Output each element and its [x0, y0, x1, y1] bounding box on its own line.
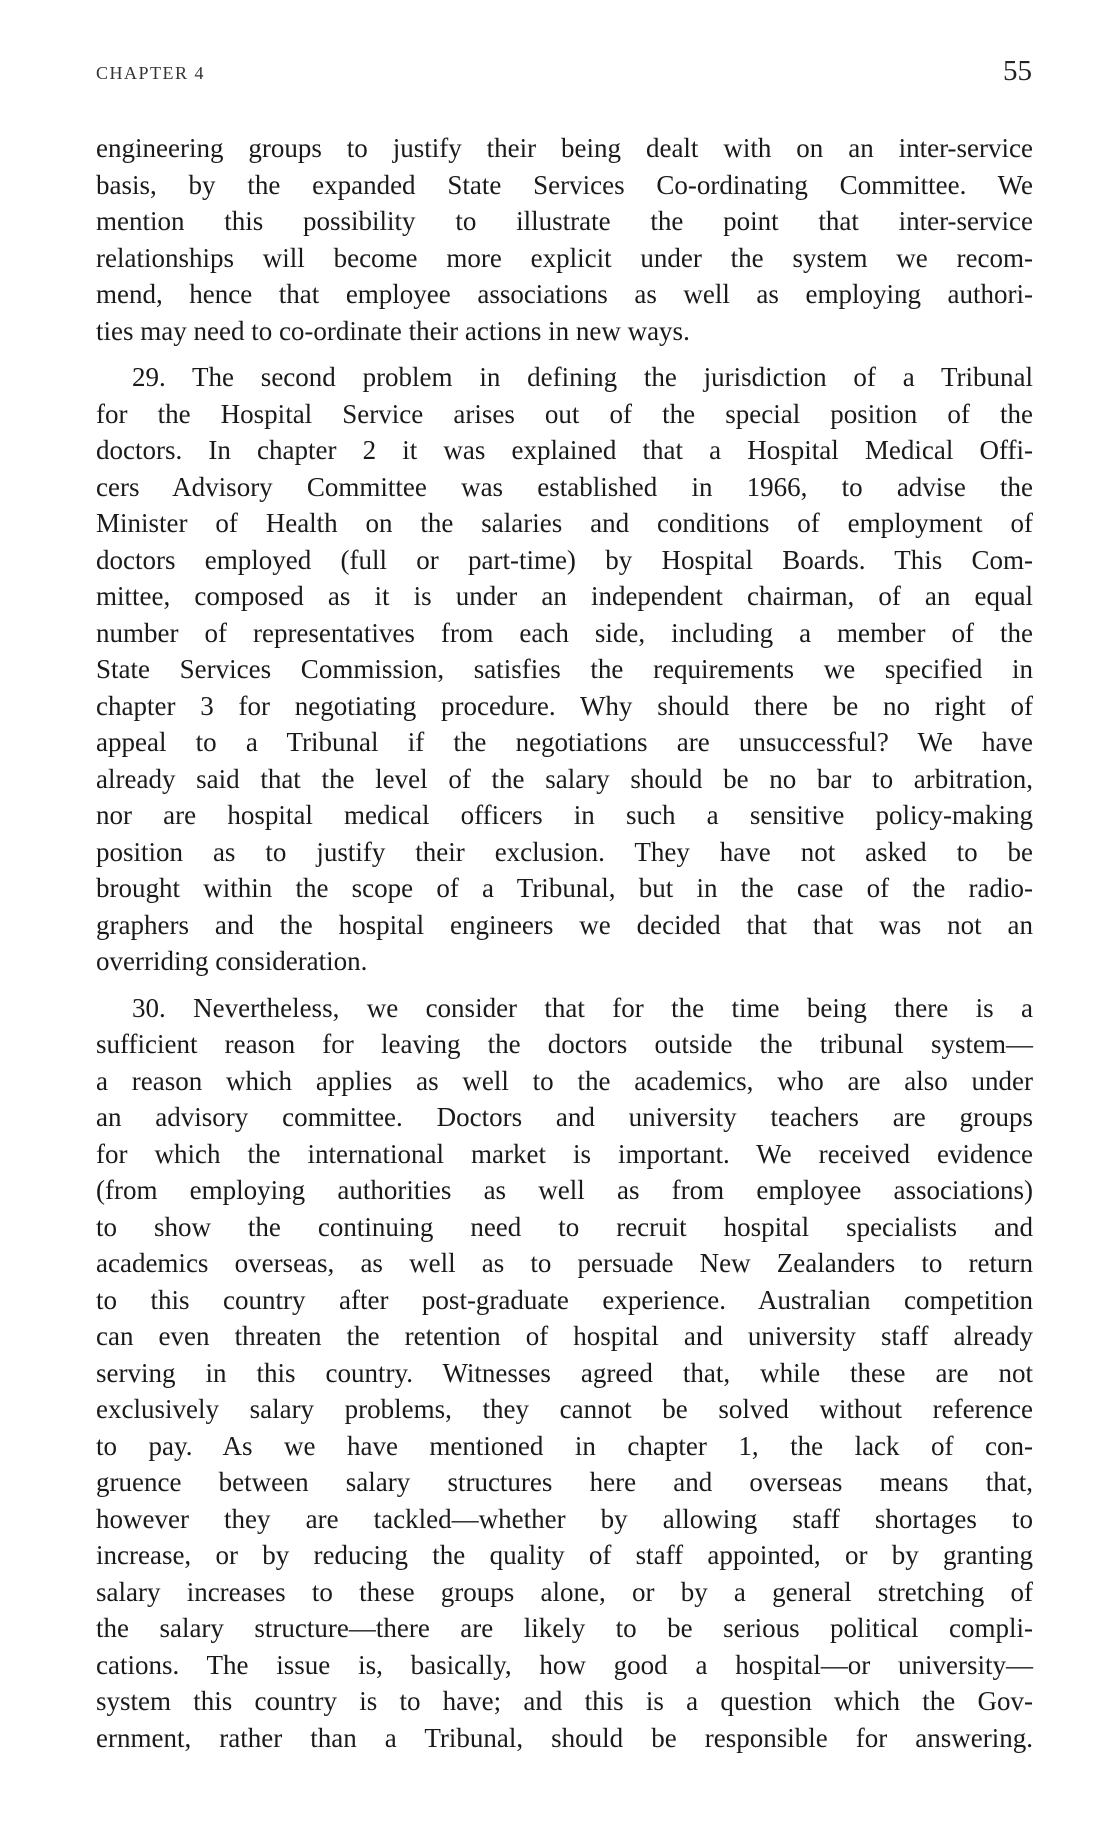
text-line: an advisory committee. Doctors and university teachers are groups — [96, 1102, 1033, 1132]
paragraph-29 — [96, 359, 1033, 980]
text-line: overriding consideration. — [96, 946, 368, 976]
text-line: relationships will become more explicit under the system we recom- — [96, 242, 1033, 273]
text-line: already said that the level of the salary should be no bar to arbitration, — [96, 763, 1033, 794]
text-line: for the Hospital Service arises out of the special position of the — [96, 398, 1033, 429]
text-line: to pay. As we have mentioned in chapter 1, the lack of con- — [96, 1430, 1033, 1461]
text-line: brought within the scope of a Tribunal, but in the case of the radio- — [96, 873, 1033, 903]
text-line: mend, hence that employee associations as well as employing authori- — [96, 279, 1033, 309]
text-line: 29. The second problem in defining the jurisdiction of a Tribunal — [132, 362, 1033, 392]
text-line: to this country after post-graduate experience. Australian competition — [96, 1284, 1033, 1315]
text-line: Minister of Health on the salaries and conditions of employment of — [96, 508, 1033, 538]
text-line: engineering groups to justify their being dealt with on an inter-service — [96, 133, 1033, 163]
text-line: State Services Commission, satisfies the requirements we specified in — [96, 654, 1033, 684]
text-line: to show the continuing need to recruit hospital specialists and — [96, 1211, 1033, 1242]
text-line: basis, by the expanded State Services Co-ordinating Committee. We — [96, 169, 1033, 200]
text-line: cers Advisory Committee was established in 1966, to advise the — [96, 471, 1033, 502]
text-line: chapter 3 for negotiating procedure. Why should there be no right of — [96, 690, 1033, 721]
text-line: number of representatives from each side, including a member of the — [96, 617, 1033, 648]
page-number: 55 — [1003, 55, 1032, 87]
text-line: can even threaten the retention of hospital and university staff already — [96, 1321, 1033, 1351]
text-line: position as to justify their exclusion. They have not asked to be — [96, 836, 1033, 867]
text-line: system this country is to have; and this is a question which the Gov- — [96, 1686, 1033, 1716]
text-line: 30. Nevertheless, we consider that for the time being there is a — [132, 992, 1033, 1023]
paragraph-30 — [96, 990, 1033, 1757]
text-line: salary increases to these groups alone, or by a general stretching of — [96, 1576, 1033, 1607]
text-line: ties may need to co-ordinate their actions in new ways. — [96, 315, 690, 346]
text-line: for which the international market is important. We received evidence — [96, 1138, 1033, 1169]
text-line: ernment, rather than a Tribunal, should be responsible for answering. — [96, 1722, 1033, 1753]
text-line: doctors. In chapter 2 it was explained that a Hospital Medical Offi- — [96, 435, 1033, 465]
running-head — [96, 55, 1032, 95]
text-line: appeal to a Tribunal if the negotiations are unsuccessful? We have — [96, 727, 1033, 757]
text-line: a reason which applies as well to the academics, who are also under — [96, 1065, 1033, 1096]
chapter-label: CHAPTER 4 — [96, 63, 206, 83]
text-line: sufficient reason for leaving the doctors outside the tribunal system— — [96, 1029, 1033, 1059]
text-line: academics overseas, as well as to persuade New Zealanders to return — [96, 1248, 1033, 1278]
text-line: however they are tackled—whether by allowing staff shortages to — [96, 1503, 1033, 1534]
body-text — [96, 130, 1033, 1766]
text-line: doctors employed (full or part-time) by Hospital Boards. This Com- — [96, 544, 1033, 575]
text-line: serving in this country. Witnesses agreed that, while these are not — [96, 1357, 1033, 1388]
text-line: the salary structure—there are likely to be serious political compli- — [96, 1613, 1033, 1643]
text-line: graphers and the hospital engineers we decided that that was not an — [96, 909, 1033, 940]
text-line: mittee, composed as it is under an independent chairman, of an equal — [96, 581, 1033, 611]
text-line: exclusively salary problems, they cannot be solved without reference — [96, 1394, 1033, 1424]
text-line: gruence between salary structures here and overseas means that, — [96, 1467, 1033, 1497]
text-line: increase, or by reducing the quality of staff appointed, or by granting — [96, 1540, 1033, 1570]
text-line: mention this possibility to illustrate the point that inter-service — [96, 206, 1033, 236]
text-line: (from employing authorities as well as from employee associations) — [96, 1175, 1033, 1205]
paragraph-continuation — [96, 130, 1033, 349]
text-line: cations. The issue is, basically, how good a hospital—or university— — [96, 1649, 1033, 1680]
text-line: nor are hospital medical officers in such a sensitive policy-making — [96, 800, 1033, 830]
